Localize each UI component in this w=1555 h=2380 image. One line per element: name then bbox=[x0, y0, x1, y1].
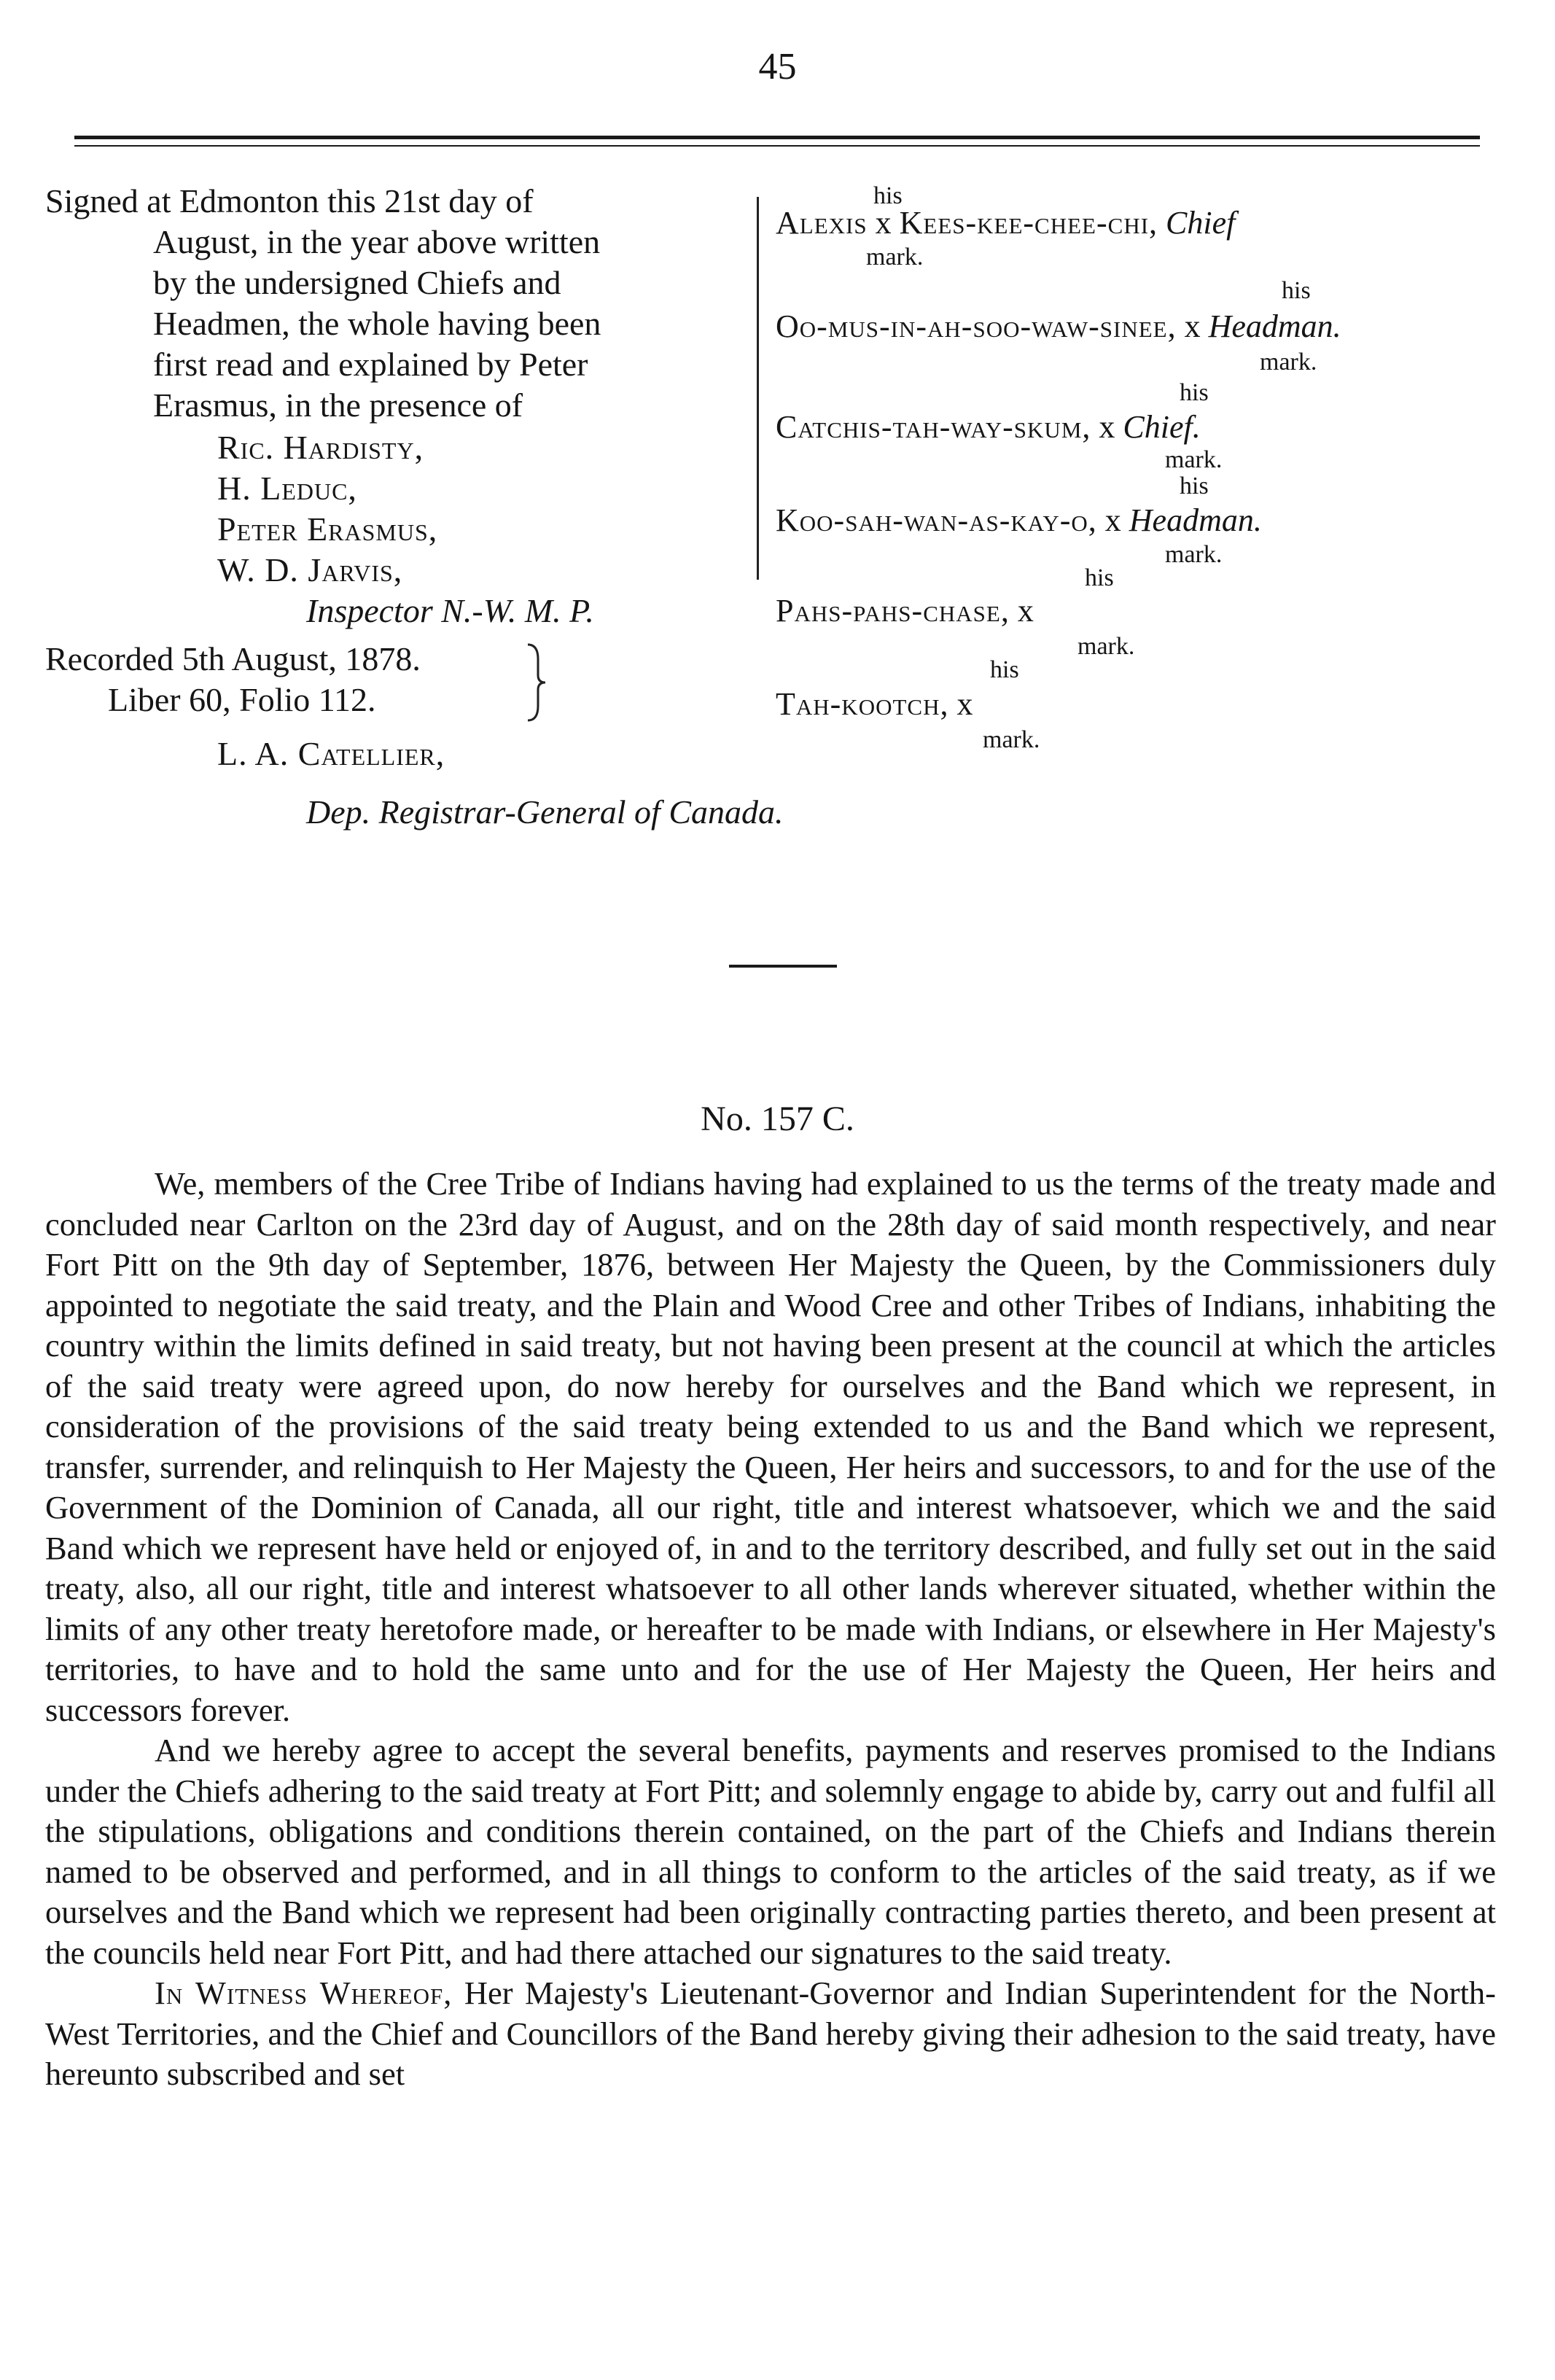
witness-heading: In Witness Whereof, bbox=[155, 1975, 453, 2011]
signatory-name: Alexis bbox=[776, 205, 868, 241]
his-label: his bbox=[1180, 472, 1209, 499]
signature-bracket bbox=[757, 197, 759, 580]
mark-label: mark. bbox=[1165, 541, 1223, 568]
recorded-brace bbox=[525, 642, 547, 723]
signed-intro-line-6: Erasmus, in the presence of bbox=[153, 386, 523, 424]
signatory-catchis bbox=[776, 408, 1201, 446]
signatory-alexis bbox=[776, 204, 1235, 242]
his-label: his bbox=[990, 656, 1019, 683]
body-paragraph-2: And we hereby agree to accept the several benefits, payments and reserves promised to the Indians under the Chiefs adhering to the said treaty at Fort Pitt; and solemnly engage to abide by, carry out and fulfil all the stipulations, obligations and conditions therein contained, on the part of the Chiefs and Indians therein named to be observed and performed, and in all things to conform to the articles of the said treaty, as if we ourselves and the Band which we represent had been originally contracting parties thereto, and been present at the councils held near Fort Pitt, and had there attached our signatures to the said treaty. bbox=[45, 1732, 1496, 1971]
signatory-name: Tah-kootch, bbox=[776, 686, 949, 722]
mark-label: mark. bbox=[1077, 633, 1135, 660]
signatory-tah bbox=[776, 685, 973, 723]
page-number: 45 bbox=[758, 46, 797, 88]
witness-hardisty: Ric. Hardisty, bbox=[217, 429, 424, 466]
document-number: No. 157 C. bbox=[701, 1100, 854, 1138]
signatory-oo-mus bbox=[776, 308, 1341, 346]
signed-intro-line-4: Headmen, the whole having been bbox=[153, 305, 601, 342]
signatory-name: Pahs-pahs-chase, bbox=[776, 593, 1010, 629]
signatory-role: Chief bbox=[1166, 205, 1236, 241]
section-divider bbox=[729, 965, 837, 968]
treaty-body bbox=[45, 1164, 1496, 2095]
signatory-role: Chief. bbox=[1123, 409, 1201, 445]
body-paragraph-3-text: Her Majesty's Lieutenant-Governor and Indian Superintendent for the North-West Territories, and the Chief and Councillors of the Band hereby giving their adhesion to the said treaty, have hereunto subscribed and set bbox=[45, 1975, 1497, 2092]
signatory-name: Oo-mus-in-ah-soo-waw-sinee, bbox=[776, 308, 1177, 344]
signatory-name-2: Kees-kee-chee-chi, bbox=[899, 205, 1158, 241]
mark-label: mark. bbox=[983, 726, 1040, 753]
mark-label: mark. bbox=[1260, 349, 1317, 376]
his-label: his bbox=[1180, 379, 1209, 406]
registrar-name: L. A. Catellier, bbox=[217, 735, 445, 772]
signatory-pahs bbox=[776, 592, 1034, 630]
header-rule-thick bbox=[74, 136, 1480, 139]
signed-intro-line-3: by the undersigned Chiefs and bbox=[153, 264, 561, 301]
x-mark: x bbox=[956, 686, 973, 722]
header-rule-thin bbox=[74, 145, 1480, 147]
x-mark: x bbox=[1099, 409, 1115, 445]
his-label: his bbox=[1085, 564, 1114, 591]
his-label: his bbox=[873, 182, 903, 209]
signed-intro-line-2: August, in the year above written bbox=[153, 223, 601, 260]
x-mark: x bbox=[1017, 593, 1034, 629]
signed-intro-line-5: first read and explained by Peter bbox=[153, 346, 588, 383]
signatory-role: Headman. bbox=[1208, 308, 1341, 344]
his-label: his bbox=[1282, 277, 1311, 304]
x-mark: x bbox=[875, 205, 892, 241]
signatory-name: Koo-sah-wan-as-kay-o, bbox=[776, 502, 1097, 538]
x-mark: x bbox=[1184, 308, 1201, 344]
witness-leduc: H. Leduc, bbox=[217, 470, 357, 507]
signatory-koo-sah bbox=[776, 502, 1262, 540]
witness-title: Inspector N.-W. M. P. bbox=[306, 592, 594, 629]
recorded-line-2: Liber 60, Folio 112. bbox=[108, 681, 376, 718]
body-paragraph-1: We, members of the Cree Tribe of Indians having had explained to us the terms of the treaty made and concluded near Carlton on the 23rd day of August, and on the 28th day of said month respectively, and near Fort Pitt on the 9th day of September, 1876, between Her Majesty the Queen, by the Commissioners duly appointed to negotiate the said treaty, and the Plain and Wood Cree and other Tribes of Indians, inhabiting the country within the limits defined in said treaty, but not having been present at the council at which the articles of the said treaty were agreed upon, do now hereby for ourselves and the Band which we represent, in consideration of the provisions of the said treaty being extended to us and the Band which we represent, transfer, surrender, and relinquish to Her Majesty the Queen, Her heirs and successors, to and for the use of the Government of the Dominion of Canada, all our right, title and interest whatsoever, which we and the said Band which we represent have held or enjoyed of, in and to the territory described, and fully set out in the said treaty, also, all our right, title and interest whatsoever to all other lands wherever situated, whether within the limits of any other treaty heretofore made, or hereafter to be made with Indians, or elsewhere in Her Majesty's territories, to have and to hold the same unto and for the use of Her Majesty the Queen, Her heirs and successors forever. bbox=[45, 1165, 1496, 1728]
mark-label: mark. bbox=[1165, 446, 1223, 473]
mark-label: mark. bbox=[866, 244, 924, 271]
recorded-line-1: Recorded 5th August, 1878. bbox=[45, 640, 421, 677]
registrar-title: Dep. Registrar-General of Canada. bbox=[306, 793, 784, 831]
witness-jarvis: W. D. Jarvis, bbox=[217, 551, 403, 588]
witness-erasmus: Peter Erasmus, bbox=[217, 510, 438, 548]
signatory-name: Catchis-tah-way-skum, bbox=[776, 409, 1091, 445]
signatory-role: Headman. bbox=[1129, 502, 1262, 538]
x-mark: x bbox=[1104, 502, 1121, 538]
signed-intro-line-1: Signed at Edmonton this 21st day of bbox=[45, 182, 534, 219]
body-paragraph-3 bbox=[45, 1973, 1496, 2095]
